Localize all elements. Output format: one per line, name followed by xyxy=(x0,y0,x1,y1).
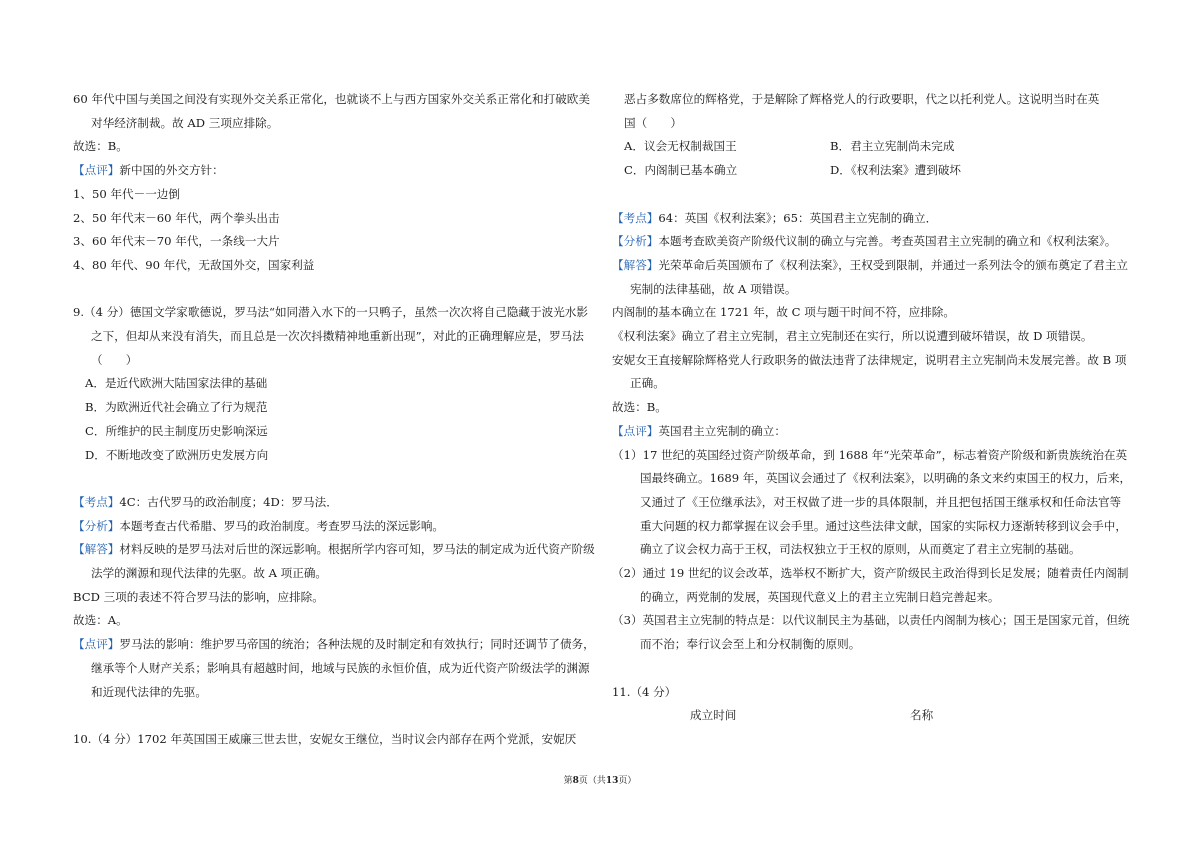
comment-heading xyxy=(612,420,1132,444)
paragraph: 恶占多数席位的辉格党，于是解除了辉格党人的行政要职，代之以托利党人。这说明当时在英 xyxy=(624,92,1100,106)
option-b: B．为欧洲近代社会确立了行为规范 xyxy=(85,400,268,415)
footer-suffix: 页） xyxy=(618,776,637,786)
answer-line: 故选：A。 xyxy=(73,613,128,628)
paragraph: 内阁制的基本确立在 1721 年，故 C 项与题干时间不符，应排除。 xyxy=(612,305,955,320)
option-row xyxy=(612,135,1132,159)
comment-tag: 【点评】 xyxy=(73,637,120,652)
knowledge-tag: 【考点】 xyxy=(612,210,659,225)
question-9-stem: 9.（4 分）德国文学家歌德说，罗马法“如同潜入水下的一只鸭子，虽然一次次将自己隐藏于波光水影之下，但却从来没有消失，而且总是一次次抖擞精神地重新出现”，对此的正确理解应是，罗马法（ ） xyxy=(73,305,588,367)
knowledge-tag: 【考点】 xyxy=(73,494,120,509)
answer-line: 故选：B。 xyxy=(612,400,667,415)
page-footer xyxy=(0,773,1200,786)
option-c: C．所维护的民主制度历史影响深远 xyxy=(85,423,268,438)
analysis xyxy=(612,230,1132,254)
knowledge-text: 4C：古代罗马的政治制度；4D：罗马法． xyxy=(119,494,338,509)
paragraph: 国（ ） xyxy=(624,115,682,130)
list-item: 1、50 年代－一边倒 xyxy=(73,186,180,201)
page-number: 8 xyxy=(572,776,579,786)
comment-heading xyxy=(73,159,598,183)
answer-line: 故选：B。 xyxy=(73,139,128,154)
table-header xyxy=(612,704,1132,728)
paragraph: BCD 三项的表述不符合罗马法的影响，应排除。 xyxy=(73,589,324,604)
analysis xyxy=(73,515,598,539)
option-a: A．议会无权制裁国王 xyxy=(624,139,737,154)
paragraph: 60 年代中国与美国之间没有实现外交关系正常化，也就谈不上与西方国家外交关系正常化和打破欧美对华经济制裁。故 AD 三项应排除。 xyxy=(73,92,590,130)
solution-text: 材料反映的是罗马法对后世的深远影响。根据所学内容可知，罗马法的制定成为近代资产阶级法学的渊源和现代法律的先驱。故 A 项正确。 xyxy=(91,542,595,581)
comment-text: 新中国的外交方针： xyxy=(119,163,224,178)
analysis-text: 本题考查欧美资产阶级代议制的确立与完善。考查英国君主立宪制的确立和《权利法案》。 xyxy=(658,234,1117,249)
analysis-text: 本题考查古代希腊、罗马的政治制度。考查罗马法的深远影响。 xyxy=(119,518,445,533)
question-10-stem: 10.（4 分）1702 年英国国王威廉三世去世，安妮女王继位，当时议会内部存在两个党派，安妮厌 xyxy=(73,731,577,746)
paragraph: 《权利法案》确立了君主立宪制，君主立宪制还在实行，所以说遭到破坏错误，故 D 项错误。 xyxy=(612,329,1093,344)
option-c: C．内阁制已基本确立 xyxy=(624,163,738,178)
comment-item: （1）17 世纪的英国经过资产阶级革命，到 1688 年“光荣革命”，标志着资产阶级和新贵族统治在英国最终确立。1689 年，英国议会通过了《权利法案》，以明确的条文来约束国王的权力，后来，又通过了《王位继承法》，对王权做了进一步的具体限制，并且把包括国王继承权和任命法官等重大问题的权力都掌握在议会手里。通过这些法律文献，国家的实际权力逐渐转移到议会手中，确立了议会权力高于王权，司法权独立于王权的原则，从而奠定了君主立宪制的基础。 xyxy=(612,447,1132,557)
comment-tag: 【点评】 xyxy=(73,163,120,178)
option-a: A．是近代欧洲大陆国家法律的基础 xyxy=(85,376,268,391)
comment-tag: 【点评】 xyxy=(612,423,659,438)
knowledge-point xyxy=(73,491,598,515)
table-header-cell: 成立时间 xyxy=(690,708,737,723)
paragraph: 安妮女王直接解除辉格党人行政职务的做法违背了法律规定，说明君主立宪制尚未发展完善。故 B 项正确。 xyxy=(612,352,1127,391)
left-column xyxy=(73,88,598,752)
solution xyxy=(73,538,598,585)
option-d: D．不断地改变了欧洲历史发展方向 xyxy=(85,447,269,462)
option-d: D．《权利法案》遭到破坏 xyxy=(830,163,962,178)
footer-prefix: 第 xyxy=(563,776,573,786)
comment xyxy=(73,633,598,704)
knowledge-point xyxy=(612,207,1132,231)
question-11-stem: 11.（4 分） xyxy=(612,684,677,699)
table-header-cell: 名称 xyxy=(910,708,934,723)
solution-tag: 【解答】 xyxy=(612,257,659,272)
solution-tag: 【解答】 xyxy=(73,542,120,557)
option-b: B．君主立宪制尚未完成 xyxy=(830,139,955,154)
analysis-tag: 【分析】 xyxy=(612,234,659,249)
knowledge-text: 64：英国《权利法案》；65：英国君主立宪制的确立． xyxy=(658,210,938,225)
right-column xyxy=(612,88,1132,728)
total-pages: 13 xyxy=(605,776,619,786)
list-item: 3、60 年代末－70 年代，一条线一大片 xyxy=(73,234,280,249)
analysis-tag: 【分析】 xyxy=(73,518,120,533)
comment-item: （3）英国君主立宪制的特点是：以代议制民主为基础，以责任内阁制为核心；国王是国家元首，但统而不治；奉行议会至上和分权制衡的原则。 xyxy=(612,613,1130,652)
list-item: 4、80 年代、90 年代，无敌国外交，国家利益 xyxy=(73,257,315,272)
comment-text: 罗马法的影响：维护罗马帝国的统治；各种法规的及时制定和有效执行；同时还调节了债务，继承等个人财产关系；影响具有超越时间，地域与民族的永恒价值，成为近代资产阶级法学的渊源和近现代法律的先驱。 xyxy=(91,637,595,699)
list-item: 2、50 年代末－60 年代，两个拳头出击 xyxy=(73,210,280,225)
solution xyxy=(612,254,1132,301)
option-row xyxy=(612,159,1132,183)
comment-text: 英国君主立宪制的确立： xyxy=(658,423,786,438)
footer-mid: 页（共 xyxy=(578,776,606,786)
comment-item: （2）通过 19 世纪的议会改革，选举权不断扩大，资产阶级民主政治得到长足发展；随着责任内阁制的确立，两党制的发展，英国现代意义上的君主立宪制日趋完善起来。 xyxy=(612,566,1129,604)
solution-text: 光荣革命后英国颁布了《权利法案》，王权受到限制，并通过一系列法令的颁布奠定了君主立宪制的法律基础，故 A 项错误。 xyxy=(630,257,1128,296)
